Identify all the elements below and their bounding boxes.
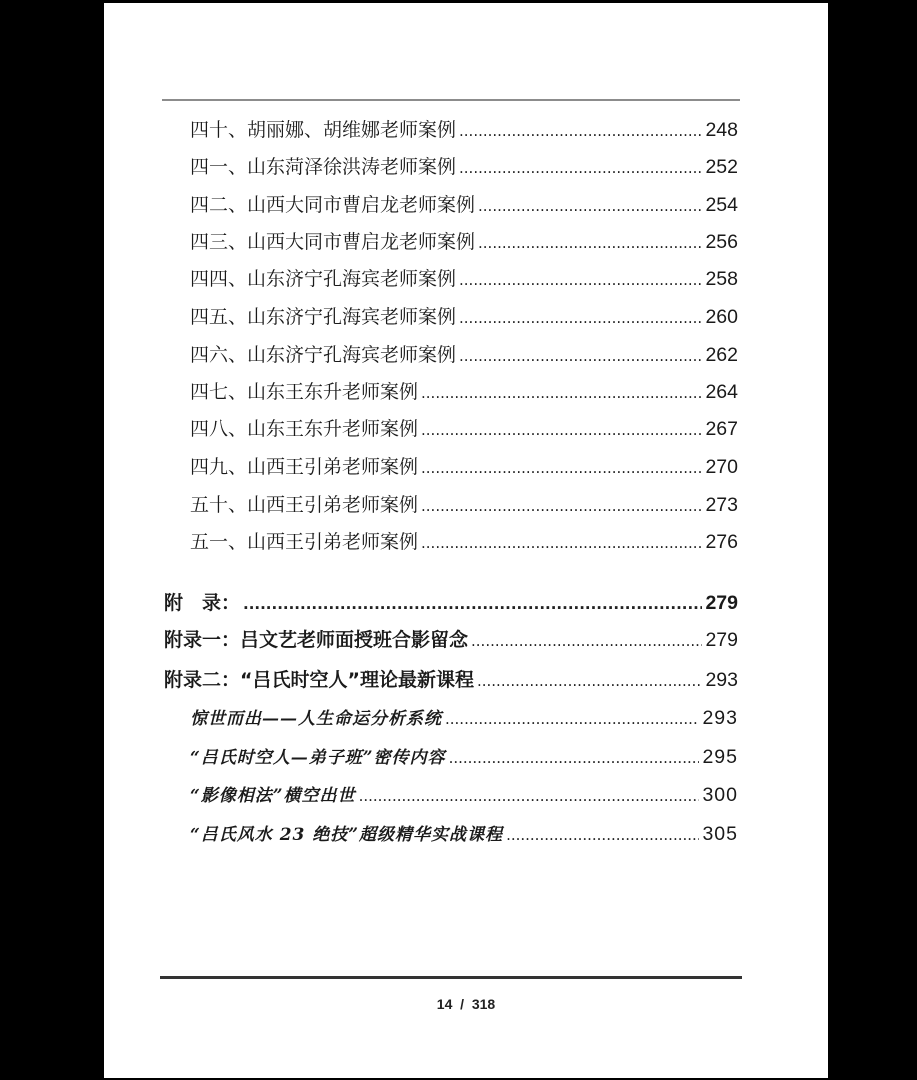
toc-entry: 四三、山西大同市曹启龙老师案例 ..... 256 <box>190 227 738 254</box>
appendix-heading: 附 录： ..... 279 <box>164 588 738 615</box>
appendix-subentry: “吕氏风水 23 绝技”超级精华实战课程 ..... 305 <box>190 820 738 846</box>
appendix-subentry: “吕氏时空人—弟子班”密传内容 ..... 295 <box>190 743 738 769</box>
toc-entry: 四八、山东王东升老师案例 ..... 267 <box>190 414 738 441</box>
document-page <box>104 3 828 1078</box>
toc-entry: 五一、山西王引弟老师案例 ..... 276 <box>190 527 738 554</box>
toc-entry: 四一、山东菏泽徐洪涛老师案例 ..... 252 <box>190 152 738 179</box>
page-indicator: 14 / 318 <box>436 996 496 1012</box>
footer-rule <box>160 976 742 979</box>
toc-entry: 四二、山西大同市曹启龙老师案例 ..... 254 <box>190 190 738 217</box>
toc-entry: 五十、山西王引弟老师案例 ..... 273 <box>190 490 738 517</box>
appendix-entry: 附录二：“吕氏时空人”理论最新课程 ..... 293 <box>164 665 738 692</box>
toc-entry: 四九、山西王引弟老师案例 ..... 270 <box>190 452 738 479</box>
toc-entry: 四五、山东济宁孔海宾老师案例 ..... 260 <box>190 302 738 329</box>
appendix-subentry: 惊世而出——人生命运分析系统 ..... 293 <box>190 704 738 730</box>
appendix-entry: 附录一：吕文艺老师面授班合影留念 ..... 279 <box>164 625 738 652</box>
appendix-subentry: “影像相法”横空出世 ..... 300 <box>190 781 738 807</box>
header-rule <box>162 99 740 101</box>
toc-entry: 四四、山东济宁孔海宾老师案例 ..... 258 <box>190 264 738 291</box>
toc-entry: 四十、胡丽娜、胡维娜老师案例 ..... 248 <box>190 115 738 142</box>
toc-entry: 四六、山东济宁孔海宾老师案例 ..... 262 <box>190 340 738 367</box>
toc-entry: 四七、山东王东升老师案例 ..... 264 <box>190 377 738 404</box>
